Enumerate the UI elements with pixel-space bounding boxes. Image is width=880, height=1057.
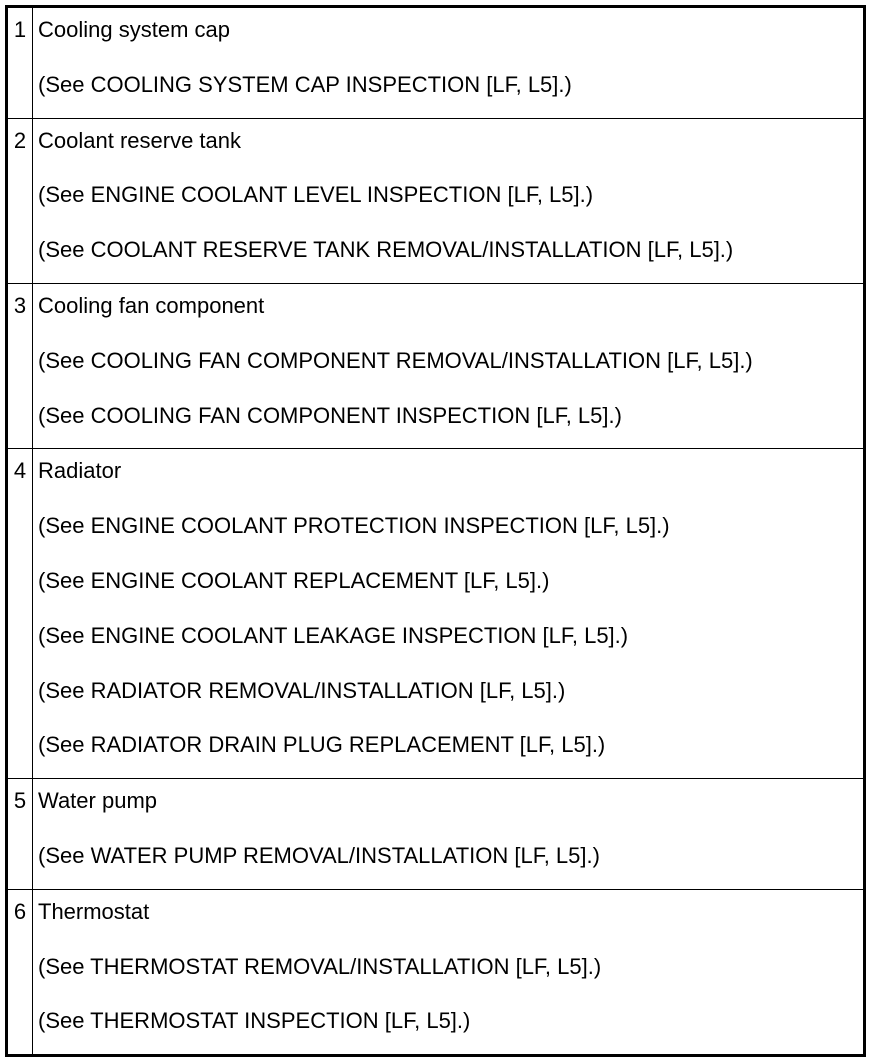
row-content [33, 283, 865, 448]
component-title: Radiator [38, 458, 122, 484]
component-title: Cooling fan component [38, 292, 265, 318]
reference-link[interactable]: (See THERMOSTAT REMOVAL/INSTALLATION [LF, L5].) [38, 953, 602, 979]
reference-link[interactable]: (See ENGINE COOLANT LEAKAGE INSPECTION [LF, L5].) [38, 622, 629, 648]
row-number: 6 [7, 889, 33, 1055]
reference-link[interactable]: (See RADIATOR DRAIN PLUG REPLACEMENT [LF, L5].) [38, 732, 606, 758]
reference-link[interactable]: (See RADIATOR REMOVAL/INSTALLATION [LF, L5].) [38, 677, 566, 703]
table-row [7, 449, 865, 779]
reference-link[interactable]: (See ENGINE COOLANT REPLACEMENT [LF, L5].) [38, 567, 550, 593]
row-content [33, 118, 865, 283]
component-title: Water pump [38, 788, 158, 814]
row-number: 1 [7, 7, 33, 119]
component-title: Cooling system cap [38, 17, 230, 42]
reference-link[interactable]: (See WATER PUMP REMOVAL/INSTALLATION [LF, L5].) [38, 842, 600, 868]
reference-link[interactable]: (See ENGINE COOLANT PROTECTION INSPECTION [LF, L5].) [38, 513, 670, 539]
component-reference-table [5, 5, 866, 1057]
reference-link[interactable]: (See COOLING FAN COMPONENT REMOVAL/INSTALLATION [LF, L5].) [38, 347, 753, 373]
row-number: 5 [7, 779, 33, 890]
reference-link[interactable]: (See THERMOSTAT INSPECTION [LF, L5].) [38, 1008, 471, 1034]
row-number: 2 [7, 118, 33, 283]
row-number: 3 [7, 283, 33, 448]
table-row [7, 779, 865, 890]
table-row [7, 7, 865, 119]
row-content [33, 889, 865, 1055]
table-row [7, 889, 865, 1055]
reference-link[interactable]: (See ENGINE COOLANT LEVEL INSPECTION [LF, L5].) [38, 182, 594, 208]
reference-link[interactable]: (See COOLANT RESERVE TANK REMOVAL/INSTALLATION [LF, L5].) [38, 237, 734, 263]
component-title: Thermostat [38, 898, 150, 924]
table-row [7, 283, 865, 448]
table-row [7, 118, 865, 283]
component-title: Coolant reserve tank [38, 127, 241, 153]
row-number: 4 [7, 449, 33, 779]
row-content [33, 779, 865, 890]
reference-link[interactable]: (See COOLING FAN COMPONENT INSPECTION [LF, L5].) [38, 402, 622, 428]
row-content [33, 7, 865, 119]
row-content [33, 449, 865, 779]
reference-link[interactable]: (See COOLING SYSTEM CAP INSPECTION [LF, L5].) [38, 71, 572, 97]
